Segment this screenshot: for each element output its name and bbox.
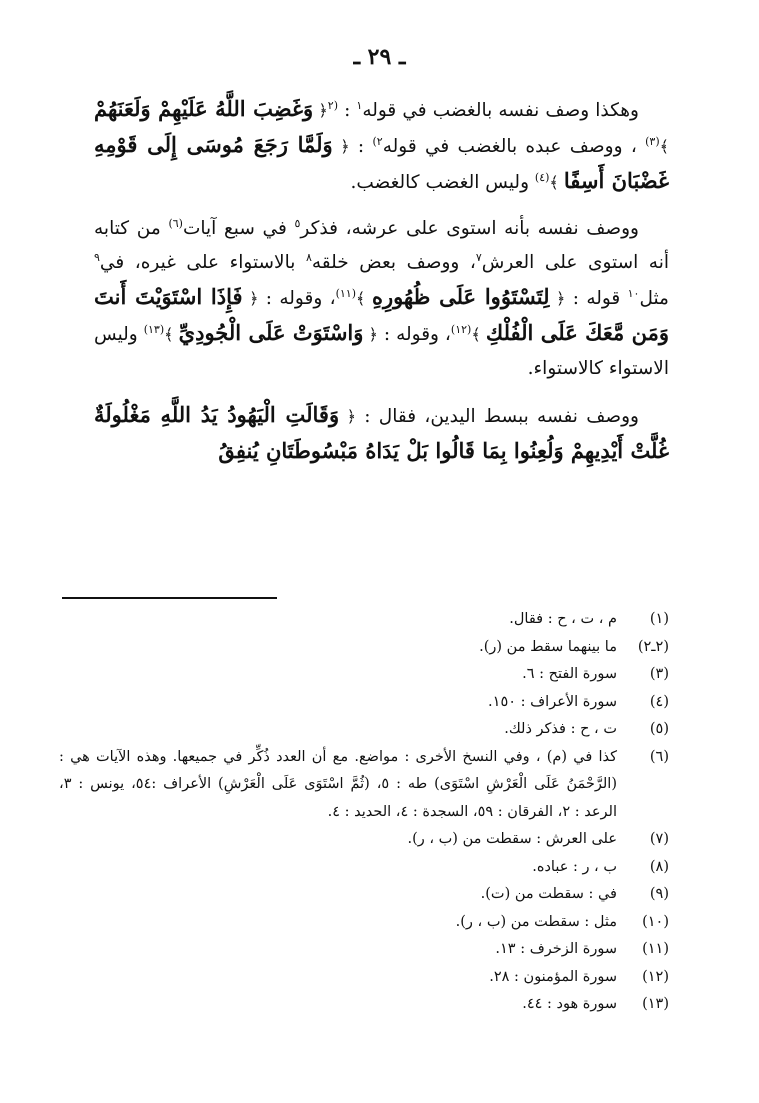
body-text-segment: قوله :: [565, 288, 628, 309]
ornate-bracket: ﴾: [659, 137, 669, 156]
paragraph-p2: [94, 212, 669, 386]
footnote-item: [59, 661, 669, 689]
footnote-reference: ٢): [372, 134, 383, 148]
body-text-segment: وليس الاستواء كالاستواء.: [94, 324, 669, 379]
footnote-reference: (٦): [168, 216, 183, 230]
body-text-segment: ، وقوله :: [377, 324, 451, 345]
footnote-item: [59, 936, 669, 964]
footnote-reference: (١٢): [450, 322, 472, 336]
main-text: [94, 92, 669, 482]
ornate-bracket: ﴿: [313, 101, 328, 120]
footnote-reference: ٨: [305, 250, 312, 264]
footnote-number: (٢ـ٢): [637, 638, 669, 655]
footnote-item: [59, 991, 669, 1019]
quran-verse: وَقَالَتِ الْيَهُودُ يَدُ اللَّهِ مَغْلُولَةٌ غُلَّتْ أَيْدِيهِمْ وَلُعِنُوا بِمَا قَالُوا بَلْ يَدَاهُ مَبْسُوطَتَانِ يُنفِقُ: [94, 402, 669, 463]
ornate-bracket: ﴾: [356, 289, 372, 308]
ornate-bracket: ﴾: [471, 325, 486, 344]
page-number: ـ ٢٩ ـ: [353, 44, 406, 70]
body-text-segment: ، ووصف عبده بالغضب في قوله: [382, 136, 646, 157]
footnote-reference: (١١): [335, 286, 357, 300]
body-text-segment: ، ووصف بعض خلقه: [311, 252, 476, 273]
footnote-number: (١): [649, 611, 669, 627]
footnote-item: [59, 854, 669, 882]
quran-verse: وَغَضِبَ اللَّهُ عَلَيْهِمْ وَلَعَنَهُمْ: [94, 96, 314, 121]
footnote-number: (٣): [649, 666, 669, 682]
body-text-segment: بالاستواء على غيره، في: [99, 252, 306, 273]
ornate-bracket: ﴿: [549, 289, 566, 308]
footnote-text: سورة الفتح : ٦.: [522, 666, 617, 682]
footnote-reference: ٩: [94, 250, 100, 264]
ornate-bracket: ﴿: [332, 137, 350, 156]
footnote-reference: (٣): [645, 134, 660, 148]
body-text-segment: وهكذا وصف نفسه بالغضب في قوله: [362, 100, 639, 121]
quran-verse: وَاسْتَوَتْ عَلَى الْجُودِيِّ: [178, 320, 364, 345]
footnote-number: (١٣): [642, 996, 669, 1012]
footnote-item: [59, 689, 669, 717]
quran-verse: فَإِذَا اسْتَوَيْتَ أَنتَ وَمَن مَّعَكَ عَلَى الْفُلْكِ: [94, 284, 669, 345]
footnote-reference: ٥: [294, 216, 301, 230]
footnote-text: كذا في (م) ، وفي النسخ الأخرى : مواضع. مع أن العدد ذُكِّر في جميعها. وهذه الآيات هي : (الرَّحْمَنُ عَلَى الْعَرْشِ اسْتَوَى) طه : ٥، (ثُمَّ اسْتَوَى عَلَى الْعَرْشِ) الأعراف :٥٤، يونس : ٣، الرعد : ٢، الفرقان : ٥٩، السجدة : ٤، الحديد : ٤.: [59, 748, 617, 820]
footnote-reference: ١٠: [627, 286, 640, 300]
footnote-text: ت ، ح : فذكر ذلك.: [504, 721, 617, 737]
footnote-reference: (١٣): [143, 322, 165, 336]
footnote-item: [59, 634, 669, 662]
footnote-text: ب ، ر : عباده.: [532, 858, 617, 875]
paragraph-p3: [94, 398, 669, 470]
footnote-item: [59, 826, 669, 854]
footnote-number: (١١): [642, 941, 669, 957]
body-text-segment: ، وقوله :: [258, 288, 336, 309]
body-text-segment: وليس الغضب كالغضب.: [350, 172, 535, 193]
body-text-segment: مثل: [639, 288, 669, 309]
footnote-reference: ١: [356, 98, 363, 112]
footnote-text: م ، ت ، ح : فقال.: [509, 611, 617, 627]
ornate-bracket: ﴾: [164, 325, 179, 344]
footnote-number: (٤): [649, 693, 669, 710]
footnote-number: (٨): [649, 858, 669, 875]
ornate-bracket: ﴾: [549, 173, 564, 192]
footnote-item: [59, 964, 669, 992]
footnote-item: [59, 881, 669, 909]
footnote-item: [59, 909, 669, 937]
footnote-reference: ٧: [475, 250, 482, 264]
footnote-text: على العرش : سقطت من (ب ، ر).: [407, 831, 617, 847]
footnotes-section: [59, 606, 669, 1019]
quran-verse: وَلَمَّا رَجَعَ مُوسَى إِلَى قَوْمِهِ غَضْبَانَ أَسِفًا: [94, 132, 669, 193]
footnote-text: ما بينهما سقط من (ر).: [479, 638, 617, 655]
footnote-text: في : سقطت من (ت).: [480, 886, 617, 902]
footnote-number: (١٠): [642, 913, 669, 930]
footnote-text: سورة الزخرف : ١٣.: [495, 941, 617, 957]
footnote-number: (٥): [649, 721, 669, 737]
footnote-number: (٩): [649, 886, 669, 902]
footnote-number: (٦): [649, 748, 669, 765]
paragraph-p1: [94, 92, 669, 200]
footnote-reference: (٢: [327, 98, 338, 112]
body-text-segment: :: [337, 100, 357, 121]
quran-verse: لِتَسْتَوُوا عَلَى ظُهُورِهِ: [371, 284, 550, 309]
ornate-bracket: ﴿: [363, 325, 378, 344]
ornate-bracket: ﴿: [242, 289, 259, 308]
footnote-item: [59, 744, 669, 827]
footnote-number: (١٢): [642, 968, 669, 985]
footnote-text: مثل : سقطت من (ب ، ر).: [455, 913, 617, 930]
footnote-text: سورة الأعراف : ١٥٠.: [488, 693, 617, 710]
ornate-bracket: ﴿: [339, 407, 356, 426]
footnote-text: سورة هود : ٤٤.: [522, 996, 617, 1012]
footnote-item: [59, 606, 669, 634]
body-text-segment: ووصف نفسه ببسط اليدين، فقال :: [355, 406, 639, 427]
footnote-number: (٧): [649, 831, 669, 847]
body-text-segment: :: [349, 136, 373, 157]
body-text-segment: ووصف نفسه بأنه استوى على عرشه، فذكر: [300, 218, 639, 239]
body-text-segment: من كتابه أنه استوى على العرش: [94, 218, 670, 273]
footnote-reference: (٤): [534, 170, 550, 184]
footnote-separator: [62, 597, 277, 599]
footnote-item: [59, 716, 669, 744]
body-text-segment: في سبع آيات: [182, 218, 295, 239]
footnote-text: سورة المؤمنون : ٢٨.: [489, 968, 617, 985]
